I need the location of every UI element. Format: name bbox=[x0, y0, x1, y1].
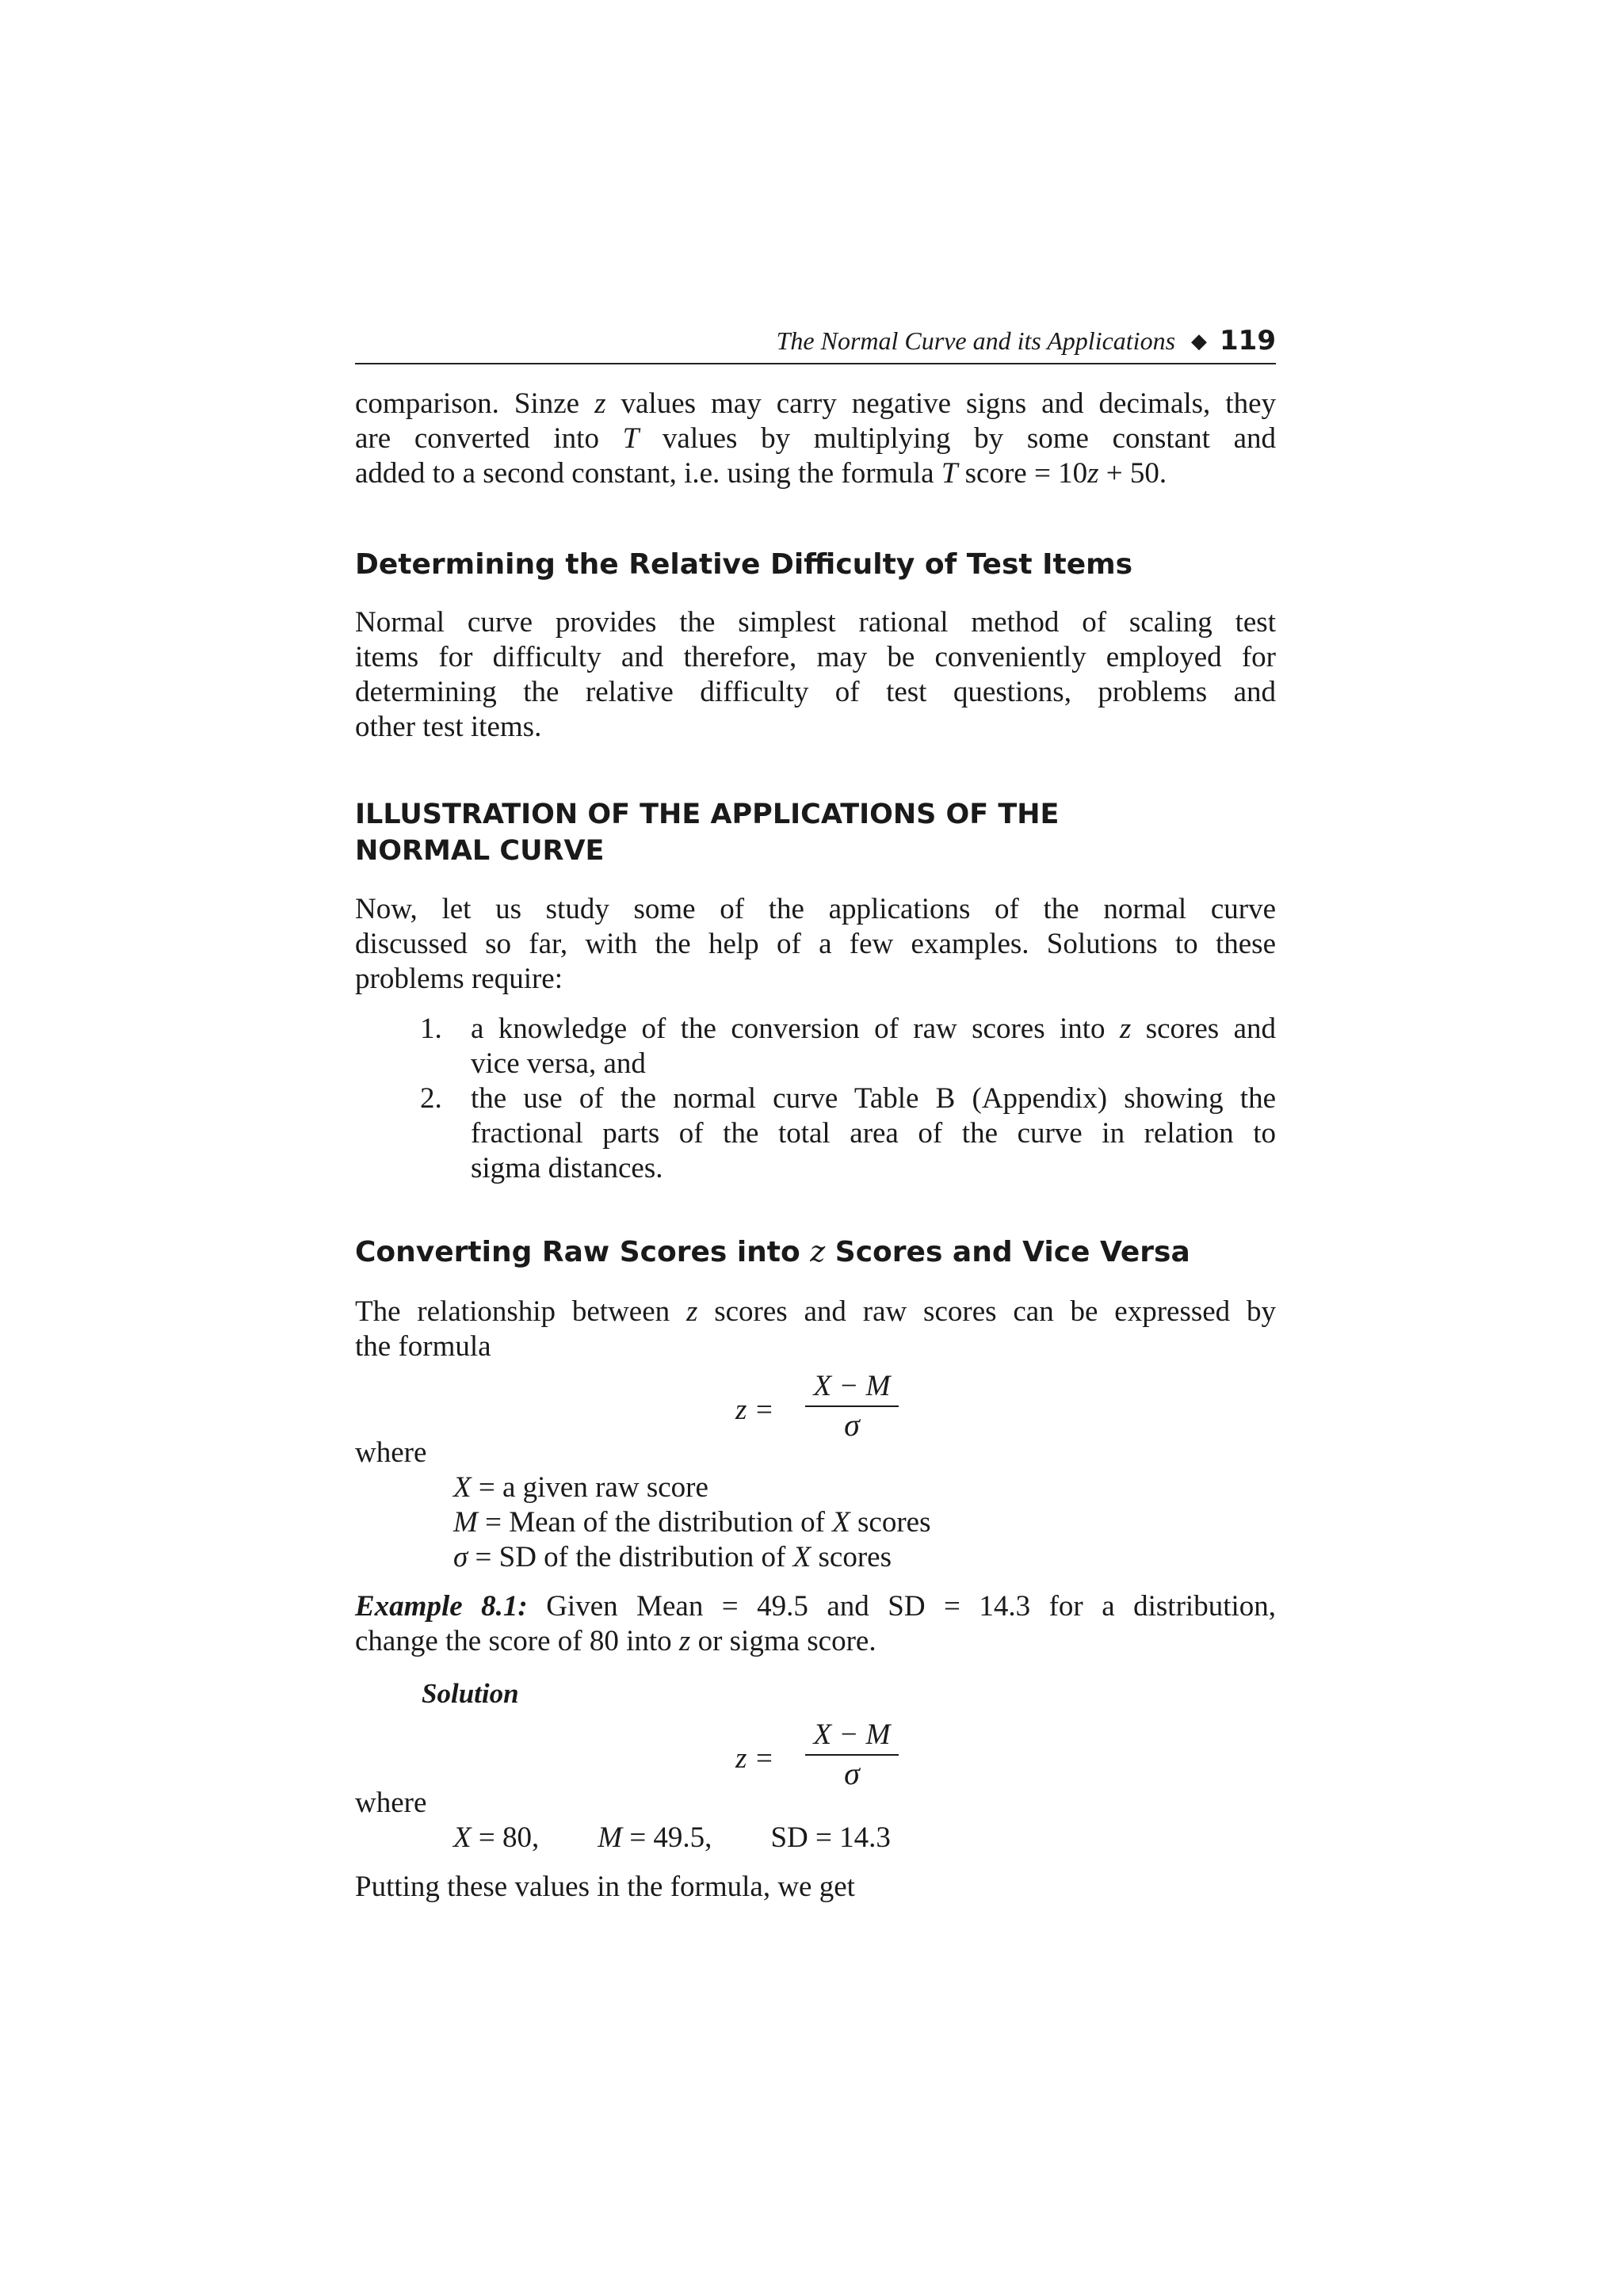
heading-illustration: ILLUSTRATION OF THE APPLICATIONS OF THE NORMAL CURVE bbox=[355, 799, 1060, 867]
where-label: where bbox=[355, 1436, 427, 1469]
closing-sentence: Putting these values in the formula, we get bbox=[355, 1871, 855, 1903]
paragraph-difficulty: Normal curve provides the simplest rational method of scaling test items for difficulty and therefore, may be conveniently employed for determining the relative difficulty of test questions, problems and other test items. bbox=[355, 606, 1276, 743]
given-values: X = 80, M = 49.5, SD = 14.3 bbox=[453, 1821, 891, 1854]
heading-relative-difficulty: Determining the Relative Difficulty of Test Items bbox=[355, 548, 1133, 581]
running-title: The Normal Curve and its Applications bbox=[776, 326, 1176, 355]
list-item: 2. the use of the normal curve Table B (Appendix) showing the fractional parts of the total area of the curve in relation to sigma distances. bbox=[420, 1082, 1276, 1184]
diamond-icon: ◆ bbox=[1191, 330, 1208, 353]
paragraph-applications: Now, let us study some of the applications of the normal curve discussed so far, with the help of a few examples. Solutions to these problems require: bbox=[355, 893, 1276, 995]
paragraph-t-score: comparison. Sinze z values may carry negative signs and decimals, they are converted into T values by multiplying by some constant and added to a second constant, i.e. using the formula T score = 10z + 50. bbox=[355, 387, 1277, 490]
formula-denominator: σ bbox=[844, 1756, 860, 1791]
requirements-list bbox=[412, 1012, 1276, 1186]
example-label: Example 8.1: bbox=[355, 1590, 528, 1623]
definition-x: X = a given raw score bbox=[453, 1471, 708, 1504]
formula-fraction bbox=[805, 1718, 899, 1792]
formula-numerator: X − M bbox=[805, 1369, 899, 1407]
page-number: 119 bbox=[1220, 325, 1276, 357]
formula-fraction bbox=[805, 1369, 899, 1444]
formula-lhs: z = bbox=[735, 1742, 774, 1775]
heading-converting-scores: Converting Raw Scores into z Scores and Vice Versa bbox=[355, 1236, 1190, 1268]
example-8-1: Example 8.1: Given Mean = 49.5 and SD = 14.3 for a distribution, change the score of 80 into z or sigma score. bbox=[355, 1590, 1277, 1657]
solution-label: Solution bbox=[422, 1678, 519, 1709]
definition-m: M = Mean of the distribution of X scores bbox=[453, 1506, 931, 1539]
definition-sigma: σ = SD of the distribution of X scores bbox=[453, 1541, 892, 1573]
formula-lhs: z = bbox=[735, 1394, 774, 1426]
running-header bbox=[355, 325, 1276, 364]
where-label-solution: where bbox=[355, 1787, 427, 1819]
formula-numerator: X − M bbox=[805, 1718, 899, 1756]
z-formula-solution bbox=[735, 1718, 894, 1797]
list-item: 1. a knowledge of the conversion of raw scores into z scores and vice versa, and bbox=[420, 1013, 1276, 1080]
formula-denominator: σ bbox=[844, 1407, 860, 1443]
paragraph-relationship: The relationship between z scores and raw scores can be expressed by the formula bbox=[355, 1295, 1276, 1363]
